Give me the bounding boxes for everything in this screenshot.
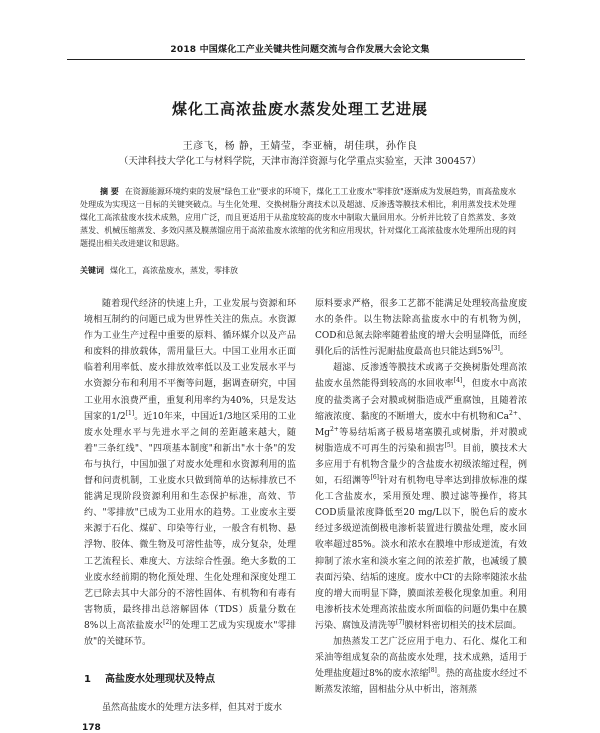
abstract: [80, 185, 516, 250]
citation: [6]: [370, 474, 379, 482]
section-paragraph: 虽然高盐废水的处理方法多样，但其对于废水: [102, 703, 283, 713]
citation: [3]: [491, 345, 500, 353]
running-header: 2018 中国煤化工产业关键共性问题交流与合作发展大会论文集: [170, 45, 430, 55]
citation: [5]: [444, 441, 453, 449]
citation: [1]: [125, 409, 135, 417]
abstract-text: 在资源能源环境约束的发展"绿色工业"要求的环境下，煤化工工业废水"零排放"逐渐成为发展趋势，而高盐废水处理成为实现这一目标的关键突破点。与生化处理、交换树脂分离技术以及超滤、反渗透等膜技术相比，利用蒸发技术处理煤化工高浓盐废水技术成熟，应用广泛，而且更适用于从盐度较高的废水中制取大量回用水。分析并比较了自然蒸发、多效蒸发、机械压缩蒸发、多效闪蒸及膜蒸馏应用于高浓盐废水浓缩的优劣和应用现状，针对煤化工高浓盐废水处理所出现的问题提出相关改进建议和思路。: [80, 187, 516, 248]
body-paragraph: 加热蒸发工艺广泛应用于电力、石化、煤化工和采油等组成复杂的高盐废水处理，技术成熟，适用于处理盐度超过8%的废水浓缩[8]。热的高盐废水经过不断蒸发浓缩，固相盐分从中析出，溶剂蒸: [315, 636, 527, 696]
left-column: [84, 296, 296, 650]
citation: [8]: [428, 667, 437, 675]
paper-title: 煤化工高浓盐废水蒸发处理工艺进展: [171, 100, 428, 118]
section-number: 1: [84, 674, 91, 685]
affiliation: （天津科技大学化工与材料学院，天津市海洋资源与化学重点实验室，天津 300457）: [118, 156, 482, 167]
citation: [2]: [163, 618, 172, 626]
body-paragraph: 随着现代经济的快速上升，工业发展与资源和环境相互制约的问题已成为世界性关注的焦点。水资源作为工业生产过程中重要的原料、循环媒介以及产品和废料的排放载体，需用量巨大。中国工业用水正面临着利用率低、废水排放效率低以及工业发展水平与水资源分布和利用不平衡等问题，据调查研究，中国工业用水浪费严重，重复利用率约为40%，只是发达国家的1/2[1]。近10年来，中国近1/3地区采用的工业废水处理水平与先进水平之间的差距越来越大，随着"三条红线"、"四项基本制度"和新出"水十条"的发布与执行，中国加强了对废水处理和水资源利用的监督和问责机制，工业废水只做到简单的达标排放已不能满足现阶段资源利用和生态保护标准，高效、节约、"零排放"已成为工业用水的趋势。工业废水主要来源于石化、煤矿、印染等行业，一般含有机物、悬浮物、胶体、微生物及可溶性盐等，成分复杂，处理工艺流程长、难度大、方法综合性强。绝大多数的工业废水经前期的物化预处理、生化处理和深度处理工艺已除去其中大部分的不溶性固体、有机物和有毒有害物质，最终排出总溶解固体（TDS）质量分数在8%以上高浓盐废水[2]的处理工艺成为实现废水"零排放"的关键环节。: [84, 299, 296, 647]
keywords: [80, 264, 516, 277]
body-paragraph: 超滤、反渗透等膜技术或离子交换树脂处理高浓盐废水虽然能得到较高的水回收率[4]，但废水中高浓度的盐类离子会对膜或树脂造成严重腐蚀，且随着浓缩液浓度、黏度的不断增大，废水中有机物和$Ca^{2+}$、$Mg^{2+}$等易结垢离子极易堵塞膜孔或树脂，并对膜或树脂造成不可再生的污染和损害[5]。目前，膜技术大多应用于有机物含量少的含盐废水初级浓缩过程，例如，石绍渊等[6]针对有机物电导率达到排放标准的煤化工含盐废水，采用预处理、膜过滤等操作，将其COD质量浓度降低至20 mg/L以下，脱色后的废水经过多级逆流倒极电渗析装置进行膜盐处理，废水回收率超过85%。淡水和浓水在膜堆中形成逆流，有效抑制了浓水室和淡水室之间的浓差扩散，也减缓了膜表面污染、结垢的速度。废水中Cl-的去除率随浓水盐度的增大而明显下降，膜面浓差极化现象加重。利用电渗析技术处理高浓盐废水所面临的问题仍集中在膜污染、腐蚀及清洗等[7]膜材料密切相关的技术层面。: [315, 363, 527, 631]
authors: 王彦飞，杨 静，王婧莹，李亚楠，胡佳琪，孙作良: [182, 141, 418, 152]
citation: [4]: [453, 377, 463, 385]
page-number: 178: [82, 723, 101, 733]
header-rule: [67, 59, 525, 60]
keywords-label: 关键词: [80, 266, 104, 275]
section-heading: [84, 670, 215, 685]
right-column: [315, 296, 527, 698]
section-title: 高盐废水处理现状及特点: [104, 674, 215, 685]
keywords-text: 煤化工，高浓盐废水，蒸发，零排放: [110, 266, 238, 275]
abstract-label: 摘 要: [100, 187, 119, 196]
citation: [7]: [396, 618, 405, 626]
body-paragraph: 原料要求严格，很多工艺都不能满足处理较高盐度废水的条件。以生物法除高盐废水中的有机物为例，COD和总氮去除率随着盐度的增大会明显降低，而经驯化后的活性污泥耐盐度最高也只能达到5%[3]。: [315, 299, 527, 358]
